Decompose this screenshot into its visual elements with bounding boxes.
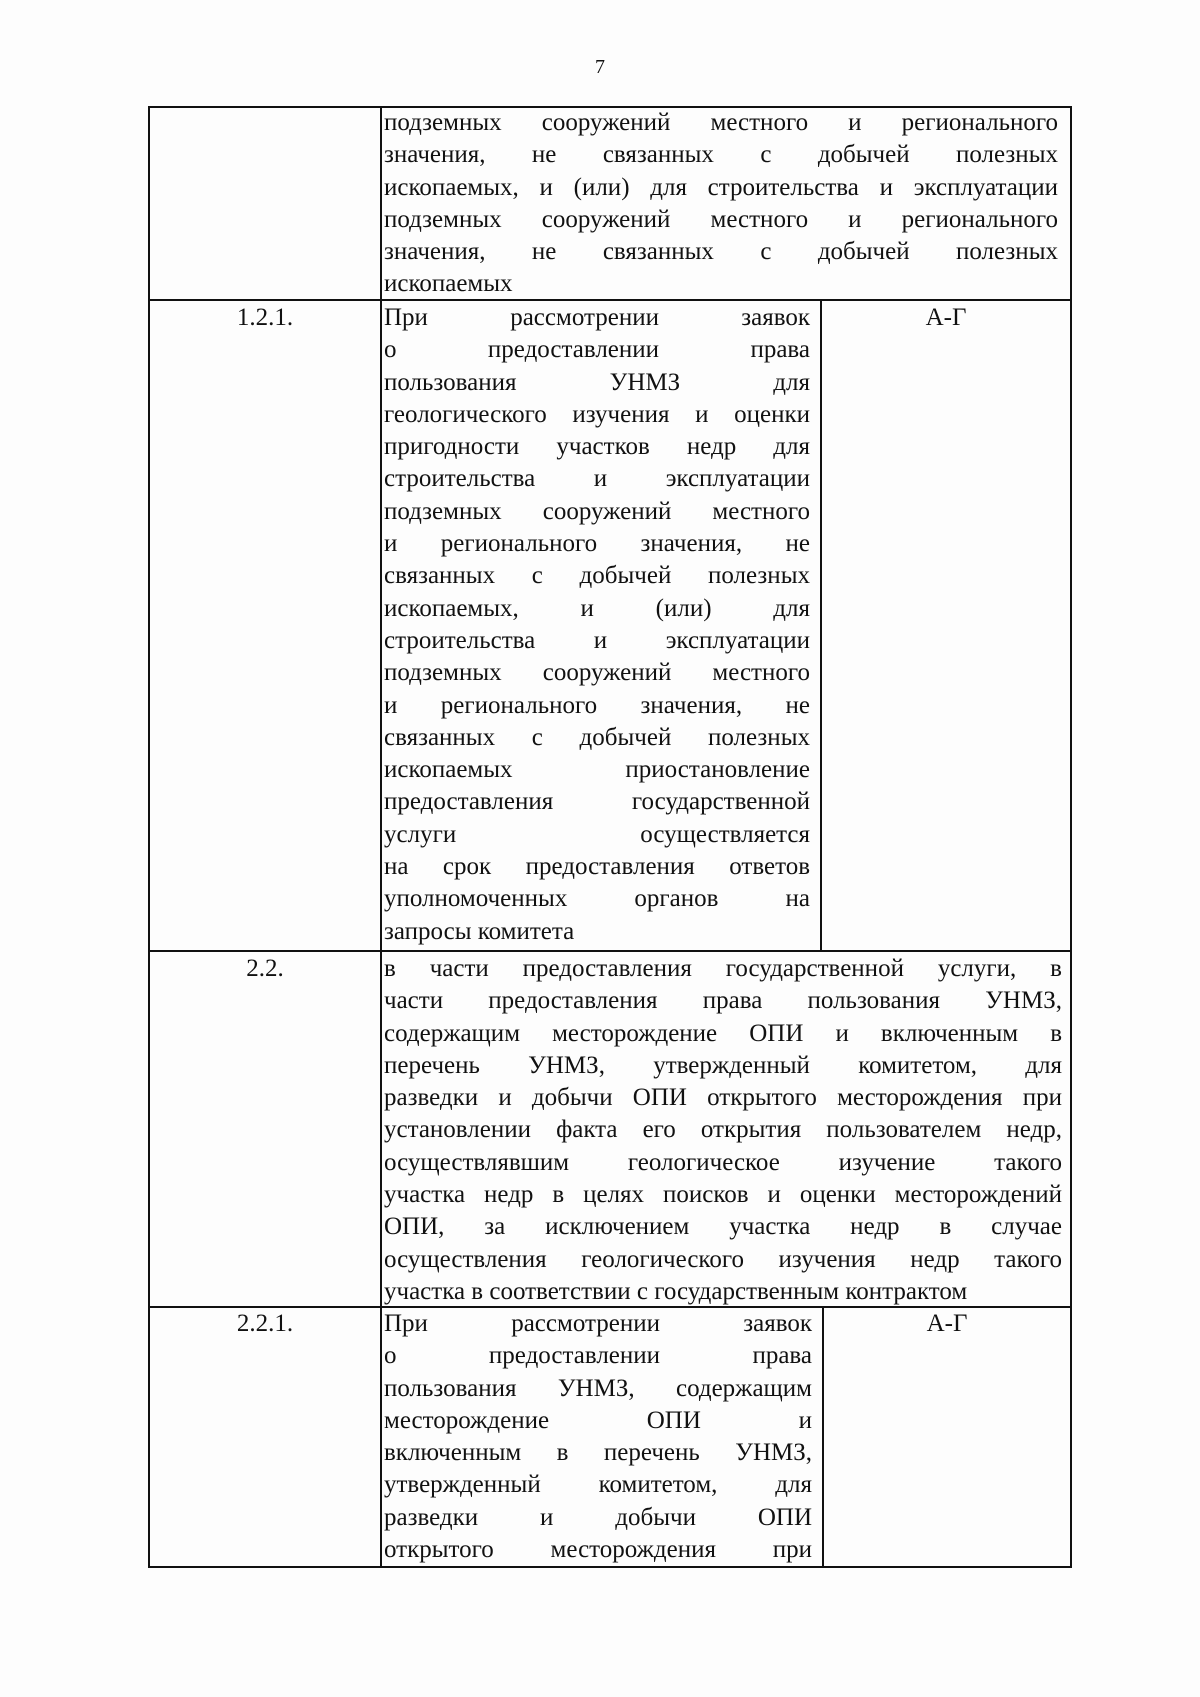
text-line: и регионального значения, не [384, 530, 810, 558]
text-line: уполномоченных органов на [384, 885, 810, 913]
text-line: подземных сооружений местного [384, 497, 810, 525]
text-line: запросы комитета [384, 917, 575, 945]
text-line: части предоставления права пользования УНМЗ, [384, 987, 1062, 1015]
text-line: связанных с добычей полезных [384, 723, 810, 751]
row-number: 2.2.1. [236, 1310, 294, 1337]
text-line: разведки и добычи ОПИ открытого месторождения при [384, 1084, 1062, 1112]
text-line: подземных сооружений местного [384, 659, 810, 687]
text-line: в части предоставления государственной услуги, в [384, 955, 1062, 982]
column-divider [822, 1306, 824, 1568]
text-line: месторождение ОПИ и [384, 1406, 812, 1434]
row-code: А-Г [926, 1310, 968, 1337]
text-line: на срок предоставления ответов [384, 853, 810, 881]
text-line: участка недр в целях поисков и оценки месторождений [384, 1181, 1062, 1209]
text-line: участка в соответствии с государственным контрактом [384, 1277, 968, 1305]
column-divider [820, 299, 822, 952]
text-line: строительства и эксплуатации [384, 626, 810, 654]
text-line: осуществлявшим геологическое изучение такого [384, 1148, 1062, 1176]
text-line: геологического изучения и оценки [384, 400, 810, 428]
text-line: значения, не связанных с добычей полезных [384, 238, 1058, 266]
row-description [384, 302, 810, 948]
text-line: При рассмотрении заявок [384, 1310, 812, 1337]
text-line: о предоставлении права [384, 336, 810, 364]
row-number: 2.2. [246, 955, 284, 982]
text-line: услуги осуществляется [384, 820, 810, 848]
text-line: связанных с добычей полезных [384, 562, 810, 590]
text-line: ОПИ, за исключением участка недр в случае [384, 1213, 1062, 1241]
text-line: осуществления геологического изучения недр такого [384, 1245, 1062, 1273]
text-line: открытого месторождения при [384, 1536, 812, 1564]
row-description [384, 953, 1062, 1308]
text-line: установлении факта его открытия пользователем недр, [384, 1116, 1062, 1144]
row-code: А-Г [925, 304, 967, 331]
text-line: ископаемых, и (или) для [384, 594, 810, 622]
text-line: При рассмотрении заявок [384, 304, 810, 331]
text-line: и регионального значения, не [384, 691, 810, 719]
text-line: утвержденный комитетом, для [384, 1471, 812, 1499]
row-description [384, 1308, 812, 1566]
page-number: 7 [595, 56, 605, 78]
row-number: 1.2.1. [236, 304, 294, 331]
column-divider [380, 106, 382, 1568]
row-continuation-text [384, 107, 1058, 301]
text-line: значения, не связанных с добычей полезных [384, 141, 1058, 169]
text-line: о предоставлении права [384, 1342, 812, 1370]
text-line: пользования УНМЗ, содержащим [384, 1374, 812, 1402]
text-line: содержащим месторождение ОПИ и включенным в [384, 1019, 1062, 1047]
text-line: включенным в перечень УНМЗ, [384, 1439, 812, 1467]
text-line: перечень УНМЗ, утвержденный комитетом, для [384, 1051, 1062, 1079]
row-divider [148, 950, 1072, 952]
text-line: предоставления государственной [384, 788, 810, 816]
table-border-right [1070, 106, 1072, 1568]
text-line: подземных сооружений местного и регионального [384, 205, 1058, 233]
text-line: строительства и эксплуатации [384, 465, 810, 493]
text-line: подземных сооружений местного и регионального [384, 109, 1058, 136]
text-line: ископаемых [384, 270, 513, 298]
text-line: пригодности участков недр для [384, 433, 810, 461]
text-line: пользования УНМЗ для [384, 368, 810, 396]
text-line: ископаемых, и (или) для строительства и эксплуатации [384, 173, 1058, 201]
text-line: ископаемых приостановление [384, 756, 810, 784]
text-line: разведки и добычи ОПИ [384, 1503, 812, 1531]
